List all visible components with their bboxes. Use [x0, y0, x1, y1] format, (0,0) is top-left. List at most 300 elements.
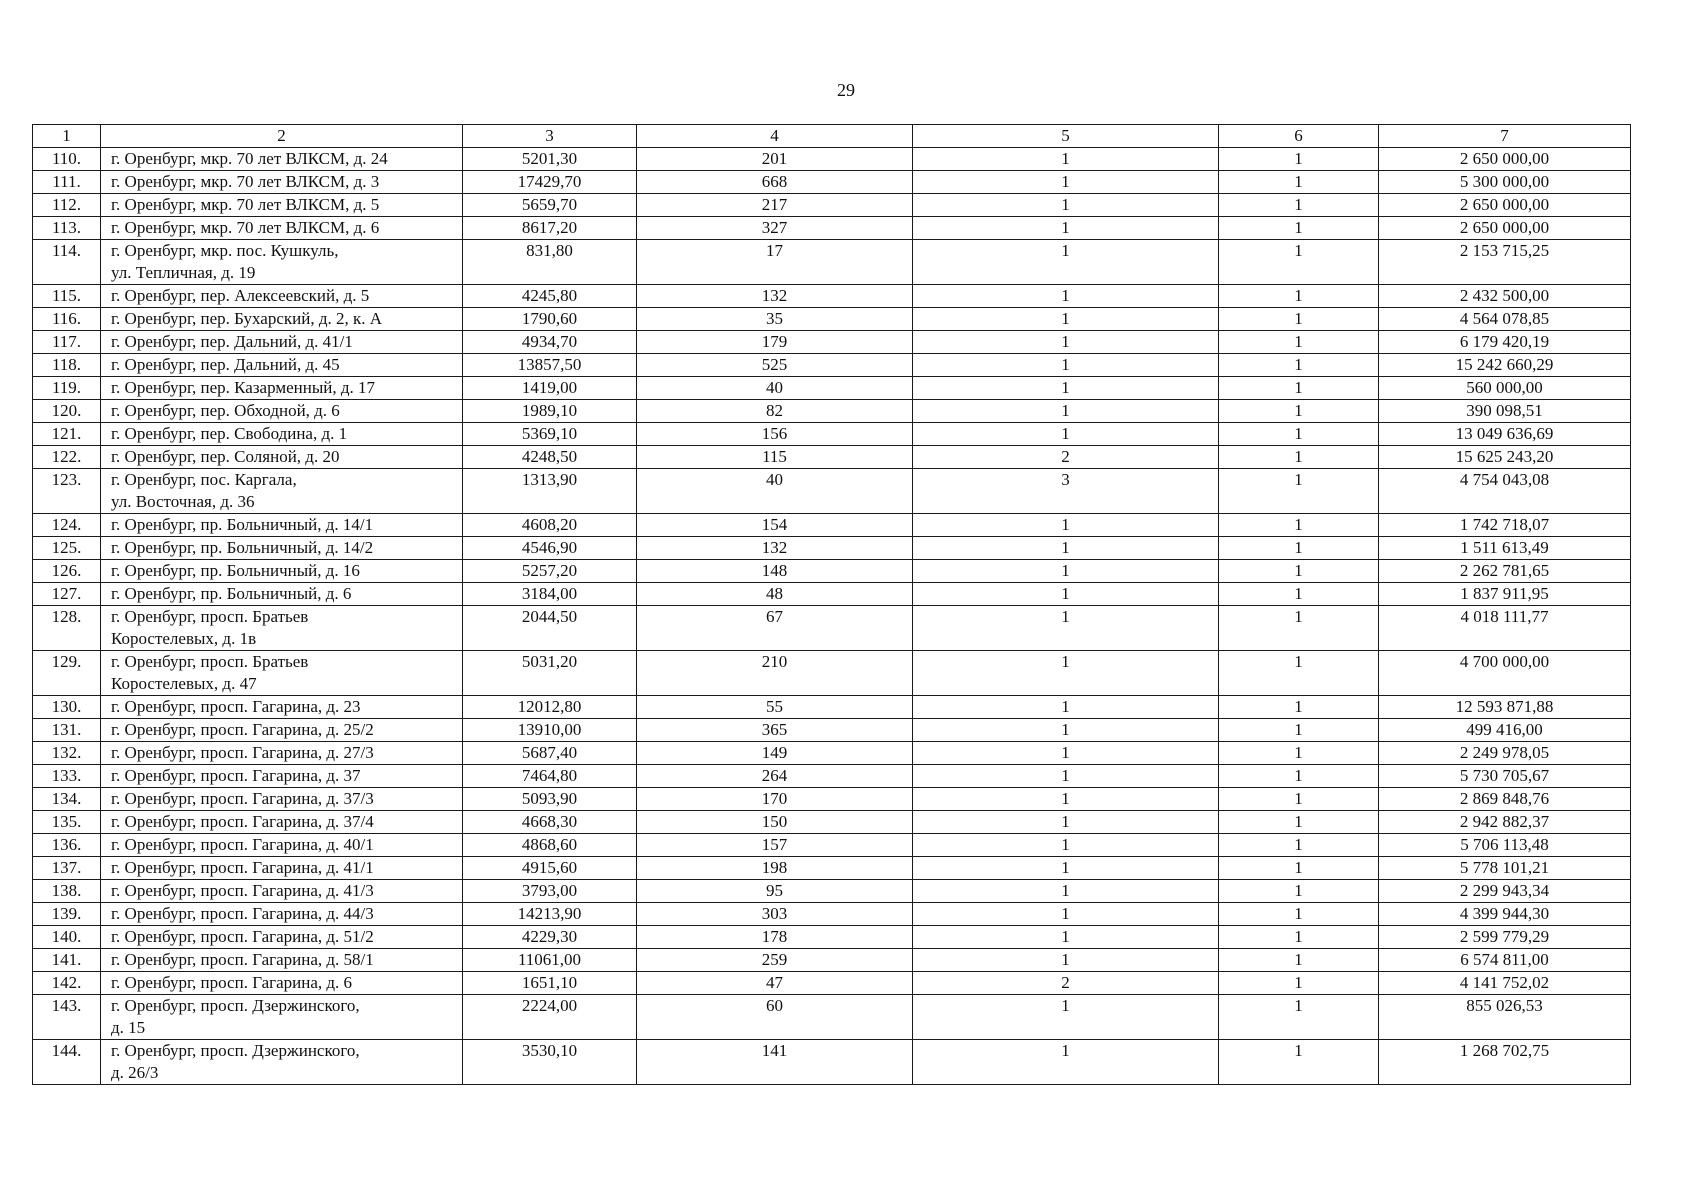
count-cell: 132	[637, 285, 913, 308]
col6-cell: 1	[1219, 194, 1379, 217]
col5-cell: 1	[913, 995, 1219, 1040]
address-line: д. 15	[111, 1018, 146, 1037]
col6-cell: 1	[1219, 377, 1379, 400]
count-cell: 327	[637, 217, 913, 240]
col5-cell: 1	[913, 765, 1219, 788]
count-cell: 60	[637, 995, 913, 1040]
count-cell: 170	[637, 788, 913, 811]
address-line: г. Оренбург, пер. Казарменный, д. 17	[111, 378, 376, 397]
count-cell: 17	[637, 240, 913, 285]
address-cell	[101, 811, 463, 834]
address-line: г. Оренбург, пр. Больничный, д. 14/1	[111, 515, 374, 534]
row-number-cell: 143.	[33, 995, 101, 1040]
address-cell	[101, 148, 463, 171]
address-line: г. Оренбург, пер. Бухарский, д. 2, к. А	[111, 309, 383, 328]
amount-cell: 4 141 752,02	[1379, 972, 1631, 995]
amount-cell: 6 179 420,19	[1379, 331, 1631, 354]
address-cell	[101, 240, 463, 285]
address-cell	[101, 1040, 463, 1085]
col6-cell: 1	[1219, 514, 1379, 537]
count-cell: 365	[637, 719, 913, 742]
col5-cell: 1	[913, 719, 1219, 742]
area-cell: 17429,70	[463, 171, 637, 194]
col6-cell: 1	[1219, 949, 1379, 972]
table-row	[33, 331, 1631, 354]
address-line: ул. Восточная, д. 36	[111, 492, 255, 511]
table-row	[33, 926, 1631, 949]
count-cell: 156	[637, 423, 913, 446]
address-line: д. 26/3	[111, 1063, 159, 1082]
address-cell	[101, 469, 463, 514]
col5-cell: 1	[913, 514, 1219, 537]
count-cell: 150	[637, 811, 913, 834]
row-number-cell: 114.	[33, 240, 101, 285]
amount-cell: 5 300 000,00	[1379, 171, 1631, 194]
table-row	[33, 446, 1631, 469]
col6-cell: 1	[1219, 696, 1379, 719]
table-row	[33, 560, 1631, 583]
area-cell: 5093,90	[463, 788, 637, 811]
area-cell: 1790,60	[463, 308, 637, 331]
col6-cell: 1	[1219, 469, 1379, 514]
address-line: г. Оренбург, просп. Гагарина, д. 41/3	[111, 881, 374, 900]
address-line: г. Оренбург, просп. Гагарина, д. 37/4	[111, 812, 374, 831]
address-line: г. Оренбург, просп. Гагарина, д. 40/1	[111, 835, 374, 854]
table-row	[33, 1040, 1631, 1085]
address-cell	[101, 423, 463, 446]
address-line: г. Оренбург, пр. Больничный, д. 14/2	[111, 538, 374, 557]
row-number-cell: 133.	[33, 765, 101, 788]
table-row	[33, 765, 1631, 788]
col6-cell: 1	[1219, 651, 1379, 696]
row-number-cell: 127.	[33, 583, 101, 606]
col6-cell: 1	[1219, 308, 1379, 331]
count-cell: 115	[637, 446, 913, 469]
area-cell: 7464,80	[463, 765, 637, 788]
row-number-cell: 138.	[33, 880, 101, 903]
row-number-cell: 121.	[33, 423, 101, 446]
row-number-cell: 141.	[33, 949, 101, 972]
table-row	[33, 651, 1631, 696]
amount-cell: 4 399 944,30	[1379, 903, 1631, 926]
address-cell	[101, 285, 463, 308]
count-cell: 149	[637, 742, 913, 765]
address-cell	[101, 331, 463, 354]
address-line: г. Оренбург, пос. Каргала,	[111, 470, 297, 489]
count-cell: 55	[637, 696, 913, 719]
count-cell: 82	[637, 400, 913, 423]
col5-cell: 1	[913, 834, 1219, 857]
row-number-cell: 142.	[33, 972, 101, 995]
address-line: г. Оренбург, просп. Гагарина, д. 6	[111, 973, 353, 992]
table-row	[33, 742, 1631, 765]
amount-cell: 2 262 781,65	[1379, 560, 1631, 583]
amount-cell: 4 700 000,00	[1379, 651, 1631, 696]
col6-cell: 1	[1219, 537, 1379, 560]
count-cell: 525	[637, 354, 913, 377]
area-cell: 1313,90	[463, 469, 637, 514]
area-cell: 2044,50	[463, 606, 637, 651]
count-cell: 154	[637, 514, 913, 537]
table-row	[33, 354, 1631, 377]
col6-cell: 1	[1219, 560, 1379, 583]
table-row	[33, 811, 1631, 834]
area-cell: 4868,60	[463, 834, 637, 857]
address-cell	[101, 651, 463, 696]
area-cell: 14213,90	[463, 903, 637, 926]
address-line: г. Оренбург, просп. Дзержинского,	[111, 1041, 360, 1060]
address-cell	[101, 972, 463, 995]
count-cell: 201	[637, 148, 913, 171]
amount-cell: 1 742 718,07	[1379, 514, 1631, 537]
address-cell	[101, 926, 463, 949]
count-cell: 95	[637, 880, 913, 903]
row-number-cell: 115.	[33, 285, 101, 308]
count-cell: 148	[637, 560, 913, 583]
area-cell: 4608,20	[463, 514, 637, 537]
address-line: г. Оренбург, мкр. 70 лет ВЛКСМ, д. 5	[111, 195, 380, 214]
col5-cell: 1	[913, 926, 1219, 949]
address-cell	[101, 995, 463, 1040]
address-line: г. Оренбург, мкр. 70 лет ВЛКСМ, д. 24	[111, 149, 388, 168]
row-number-cell: 139.	[33, 903, 101, 926]
table-row	[33, 696, 1631, 719]
amount-cell: 2 650 000,00	[1379, 194, 1631, 217]
table-row	[33, 423, 1631, 446]
col5-cell: 1	[913, 217, 1219, 240]
address-cell	[101, 217, 463, 240]
column-header: 7	[1379, 125, 1631, 148]
area-cell: 1651,10	[463, 972, 637, 995]
table-row	[33, 834, 1631, 857]
address-cell	[101, 514, 463, 537]
col5-cell: 1	[913, 903, 1219, 926]
amount-cell: 5 730 705,67	[1379, 765, 1631, 788]
amount-cell: 4 018 111,77	[1379, 606, 1631, 651]
count-cell: 217	[637, 194, 913, 217]
col6-cell: 1	[1219, 217, 1379, 240]
address-cell	[101, 719, 463, 742]
amount-cell: 499 416,00	[1379, 719, 1631, 742]
col6-cell: 1	[1219, 400, 1379, 423]
area-cell: 8617,20	[463, 217, 637, 240]
address-cell	[101, 834, 463, 857]
col5-cell: 1	[913, 240, 1219, 285]
address-line: г. Оренбург, пер. Дальний, д. 41/1	[111, 332, 353, 351]
table-row	[33, 400, 1631, 423]
table-row	[33, 171, 1631, 194]
address-line: г. Оренбург, просп. Гагарина, д. 41/1	[111, 858, 374, 877]
col6-cell: 1	[1219, 148, 1379, 171]
table-row	[33, 583, 1631, 606]
row-number-cell: 118.	[33, 354, 101, 377]
column-header: 2	[101, 125, 463, 148]
address-cell	[101, 606, 463, 651]
address-cell	[101, 354, 463, 377]
row-number-cell: 124.	[33, 514, 101, 537]
row-number-cell: 131.	[33, 719, 101, 742]
address-line: Коростелевых, д. 47	[111, 674, 257, 693]
area-cell: 4668,30	[463, 811, 637, 834]
row-number-cell: 123.	[33, 469, 101, 514]
col6-cell: 1	[1219, 606, 1379, 651]
table-row	[33, 308, 1631, 331]
table-row	[33, 788, 1631, 811]
col6-cell: 1	[1219, 171, 1379, 194]
register-table	[32, 124, 1631, 1085]
column-header: 6	[1219, 125, 1379, 148]
table-row	[33, 514, 1631, 537]
amount-cell: 1 837 911,95	[1379, 583, 1631, 606]
count-cell: 179	[637, 331, 913, 354]
table-row	[33, 972, 1631, 995]
amount-cell: 15 242 660,29	[1379, 354, 1631, 377]
table-row	[33, 903, 1631, 926]
col5-cell: 1	[913, 354, 1219, 377]
amount-cell: 2 249 978,05	[1379, 742, 1631, 765]
area-cell: 4245,80	[463, 285, 637, 308]
amount-cell: 855 026,53	[1379, 995, 1631, 1040]
amount-cell: 12 593 871,88	[1379, 696, 1631, 719]
address-line: г. Оренбург, пр. Больничный, д. 16	[111, 561, 360, 580]
address-cell	[101, 377, 463, 400]
address-line: г. Оренбург, пер. Соляной, д. 20	[111, 447, 340, 466]
count-cell: 47	[637, 972, 913, 995]
col5-cell: 1	[913, 1040, 1219, 1085]
row-number-cell: 122.	[33, 446, 101, 469]
col5-cell: 1	[913, 285, 1219, 308]
count-cell: 198	[637, 857, 913, 880]
count-cell: 303	[637, 903, 913, 926]
row-number-cell: 140.	[33, 926, 101, 949]
address-line: Коростелевых, д. 1в	[111, 629, 257, 648]
col6-cell: 1	[1219, 354, 1379, 377]
count-cell: 178	[637, 926, 913, 949]
col5-cell: 1	[913, 811, 1219, 834]
col6-cell: 1	[1219, 834, 1379, 857]
address-cell	[101, 696, 463, 719]
count-cell: 259	[637, 949, 913, 972]
table-row	[33, 880, 1631, 903]
column-header: 4	[637, 125, 913, 148]
area-cell: 4248,50	[463, 446, 637, 469]
amount-cell: 2 942 882,37	[1379, 811, 1631, 834]
col6-cell: 1	[1219, 926, 1379, 949]
count-cell: 157	[637, 834, 913, 857]
address-line: г. Оренбург, просп. Гагарина, д. 58/1	[111, 950, 374, 969]
area-cell: 3184,00	[463, 583, 637, 606]
count-cell: 264	[637, 765, 913, 788]
col5-cell: 3	[913, 469, 1219, 514]
row-number-cell: 126.	[33, 560, 101, 583]
area-cell: 5257,20	[463, 560, 637, 583]
area-cell: 12012,80	[463, 696, 637, 719]
area-cell: 831,80	[463, 240, 637, 285]
col6-cell: 1	[1219, 331, 1379, 354]
row-number-cell: 130.	[33, 696, 101, 719]
address-line: г. Оренбург, пер. Дальний, д. 45	[111, 355, 340, 374]
column-header: 3	[463, 125, 637, 148]
area-cell: 1419,00	[463, 377, 637, 400]
count-cell: 35	[637, 308, 913, 331]
col5-cell: 1	[913, 949, 1219, 972]
table-row	[33, 949, 1631, 972]
area-cell: 13910,00	[463, 719, 637, 742]
col5-cell: 1	[913, 194, 1219, 217]
col5-cell: 1	[913, 880, 1219, 903]
col5-cell: 1	[913, 148, 1219, 171]
col6-cell: 1	[1219, 742, 1379, 765]
table-row	[33, 719, 1631, 742]
count-cell: 132	[637, 537, 913, 560]
col6-cell: 1	[1219, 583, 1379, 606]
table-body	[33, 148, 1631, 1085]
table-row	[33, 148, 1631, 171]
row-number-cell: 137.	[33, 857, 101, 880]
table-row	[33, 606, 1631, 651]
count-cell: 210	[637, 651, 913, 696]
area-cell: 4229,30	[463, 926, 637, 949]
area-cell: 13857,50	[463, 354, 637, 377]
column-header: 1	[33, 125, 101, 148]
table-row	[33, 857, 1631, 880]
col5-cell: 1	[913, 696, 1219, 719]
area-cell: 5659,70	[463, 194, 637, 217]
row-number-cell: 112.	[33, 194, 101, 217]
row-number-cell: 129.	[33, 651, 101, 696]
area-cell: 11061,00	[463, 949, 637, 972]
row-number-cell: 120.	[33, 400, 101, 423]
count-cell: 40	[637, 469, 913, 514]
address-line: г. Оренбург, пер. Обходной, д. 6	[111, 401, 340, 420]
col6-cell: 1	[1219, 972, 1379, 995]
address-line: г. Оренбург, просп. Братьев	[111, 607, 309, 626]
amount-cell: 2 432 500,00	[1379, 285, 1631, 308]
amount-cell: 5 778 101,21	[1379, 857, 1631, 880]
area-cell: 4934,70	[463, 331, 637, 354]
row-number-cell: 113.	[33, 217, 101, 240]
address-line: г. Оренбург, просп. Гагарина, д. 44/3	[111, 904, 374, 923]
col6-cell: 1	[1219, 1040, 1379, 1085]
address-cell	[101, 560, 463, 583]
col5-cell: 1	[913, 606, 1219, 651]
column-header: 5	[913, 125, 1219, 148]
row-number-cell: 135.	[33, 811, 101, 834]
address-cell	[101, 446, 463, 469]
col5-cell: 1	[913, 788, 1219, 811]
amount-cell: 2 650 000,00	[1379, 217, 1631, 240]
col6-cell: 1	[1219, 788, 1379, 811]
table-row	[33, 285, 1631, 308]
row-number-cell: 119.	[33, 377, 101, 400]
address-line: г. Оренбург, просп. Гагарина, д. 37/3	[111, 789, 374, 808]
col6-cell: 1	[1219, 765, 1379, 788]
area-cell: 5369,10	[463, 423, 637, 446]
address-line: г. Оренбург, пр. Больничный, д. 6	[111, 584, 352, 603]
col5-cell: 2	[913, 972, 1219, 995]
address-cell	[101, 949, 463, 972]
address-line: г. Оренбург, просп. Гагарина, д. 37	[111, 766, 361, 785]
row-number-cell: 116.	[33, 308, 101, 331]
area-cell: 2224,00	[463, 995, 637, 1040]
address-cell	[101, 194, 463, 217]
row-number-cell: 134.	[33, 788, 101, 811]
col6-cell: 1	[1219, 719, 1379, 742]
page-number: 29	[837, 80, 855, 100]
row-number-cell: 117.	[33, 331, 101, 354]
area-cell: 1989,10	[463, 400, 637, 423]
table-row	[33, 217, 1631, 240]
amount-cell: 6 574 811,00	[1379, 949, 1631, 972]
address-line: г. Оренбург, просп. Дзержинского,	[111, 996, 360, 1015]
col5-cell: 2	[913, 446, 1219, 469]
amount-cell: 5 706 113,48	[1379, 834, 1631, 857]
amount-cell: 390 098,51	[1379, 400, 1631, 423]
table-row	[33, 377, 1631, 400]
row-number-cell: 110.	[33, 148, 101, 171]
col5-cell: 1	[913, 651, 1219, 696]
count-cell: 668	[637, 171, 913, 194]
amount-cell: 4 754 043,08	[1379, 469, 1631, 514]
amount-cell: 15 625 243,20	[1379, 446, 1631, 469]
address-line: г. Оренбург, мкр. 70 лет ВЛКСМ, д. 3	[111, 172, 380, 191]
amount-cell: 13 049 636,69	[1379, 423, 1631, 446]
count-cell: 141	[637, 1040, 913, 1085]
address-cell	[101, 765, 463, 788]
address-cell	[101, 171, 463, 194]
address-line: г. Оренбург, мкр. пос. Кушкуль,	[111, 241, 339, 260]
amount-cell: 2 153 715,25	[1379, 240, 1631, 285]
amount-cell: 2 650 000,00	[1379, 148, 1631, 171]
col5-cell: 1	[913, 560, 1219, 583]
table-row	[33, 537, 1631, 560]
count-cell: 48	[637, 583, 913, 606]
address-cell	[101, 537, 463, 560]
address-cell	[101, 583, 463, 606]
col5-cell: 1	[913, 308, 1219, 331]
amount-cell: 1 268 702,75	[1379, 1040, 1631, 1085]
amount-cell: 1 511 613,49	[1379, 537, 1631, 560]
address-cell	[101, 903, 463, 926]
area-cell: 5031,20	[463, 651, 637, 696]
row-number-cell: 132.	[33, 742, 101, 765]
address-cell	[101, 742, 463, 765]
area-cell: 5201,30	[463, 148, 637, 171]
address-cell	[101, 880, 463, 903]
col6-cell: 1	[1219, 903, 1379, 926]
area-cell: 4546,90	[463, 537, 637, 560]
amount-cell: 2 299 943,34	[1379, 880, 1631, 903]
area-cell: 3793,00	[463, 880, 637, 903]
address-line: г. Оренбург, просп. Гагарина, д. 51/2	[111, 927, 374, 946]
col6-cell: 1	[1219, 880, 1379, 903]
col5-cell: 1	[913, 171, 1219, 194]
address-cell	[101, 857, 463, 880]
col6-cell: 1	[1219, 857, 1379, 880]
header-row	[33, 125, 1631, 148]
col6-cell: 1	[1219, 446, 1379, 469]
col5-cell: 1	[913, 857, 1219, 880]
col5-cell: 1	[913, 400, 1219, 423]
address-line: ул. Тепличная, д. 19	[111, 263, 256, 282]
amount-cell: 2 869 848,76	[1379, 788, 1631, 811]
row-number-cell: 125.	[33, 537, 101, 560]
address-line: г. Оренбург, просп. Гагарина, д. 25/2	[111, 720, 374, 739]
address-line: г. Оренбург, просп. Гагарина, д. 23	[111, 697, 361, 716]
address-cell	[101, 788, 463, 811]
col5-cell: 1	[913, 377, 1219, 400]
amount-cell: 2 599 779,29	[1379, 926, 1631, 949]
